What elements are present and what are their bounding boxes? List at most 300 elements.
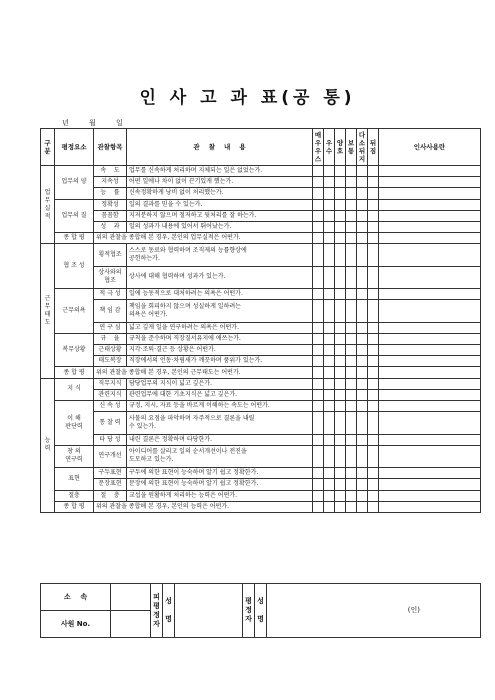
rating-checkbox-cell[interactable] (346, 501, 357, 512)
observation-cell: 상사에 대해 협력하며 성과가 있는가. (127, 266, 313, 288)
rating-checkbox-cell[interactable] (368, 356, 379, 367)
rating-checkbox-cell[interactable] (346, 210, 357, 221)
rating-checkbox-cell[interactable] (346, 221, 357, 232)
rating-checkbox-cell[interactable] (357, 490, 368, 501)
observation-cell: 어떤 일에나 차이 없이 끈기있게 했는가. (127, 177, 313, 188)
observation-cell: 직장에서의 언동·차림새가 깨끗하며 품위가 있는가. (127, 356, 313, 367)
rating-checkbox-cell[interactable] (346, 468, 357, 479)
rating-checkbox-cell[interactable] (335, 233, 346, 244)
item-cell: 문장표현 (94, 479, 127, 490)
observation-cell: 책임을 회피하지 않으며 성실하게 일하려는 의욕은 어떤가. (127, 300, 313, 322)
rating-checkbox-cell[interactable] (357, 389, 368, 400)
hr-use-cell[interactable] (379, 199, 481, 210)
rating-checkbox-cell[interactable] (368, 233, 379, 244)
rating-checkbox-cell[interactable] (368, 333, 379, 344)
header-rating-average: 보 통 (346, 129, 357, 166)
rating-checkbox-cell[interactable] (313, 356, 324, 367)
rating-checkbox-cell[interactable] (324, 400, 335, 411)
header-rating-poor: 뒤 짐 (368, 129, 379, 166)
observation-cell: 내린 결론은 정확하며 타당한가. (127, 434, 313, 445)
item-cell: 구두표현 (94, 468, 127, 479)
rating-checkbox-cell[interactable] (313, 367, 324, 378)
rating-checkbox-cell[interactable] (357, 188, 368, 199)
hr-use-cell[interactable] (379, 356, 481, 367)
hr-use-cell[interactable] (379, 210, 481, 221)
rating-checkbox-cell[interactable] (324, 490, 335, 501)
table-row (41, 434, 481, 445)
rating-checkbox-cell[interactable] (335, 356, 346, 367)
element-cell: 업무의 양 (55, 166, 94, 200)
rating-checkbox-cell[interactable] (335, 322, 346, 333)
rating-checkbox-cell[interactable] (357, 233, 368, 244)
rating-checkbox-cell[interactable] (324, 412, 335, 434)
rating-checkbox-cell[interactable] (324, 434, 335, 445)
rating-checkbox-cell[interactable] (335, 367, 346, 378)
rating-checkbox-cell[interactable] (335, 333, 346, 344)
element-cell: 창 의 연구력 (55, 445, 94, 467)
hr-use-cell[interactable] (379, 445, 481, 467)
hr-use-cell[interactable] (379, 367, 481, 378)
item-cell: 근태상황 (94, 345, 127, 356)
observation-cell: 일에 능동적으로 대처하려는 의욕은 어떤가. (127, 289, 313, 300)
rating-checkbox-cell[interactable] (368, 378, 379, 389)
evaluation-table (40, 128, 481, 513)
rating-checkbox-cell[interactable] (313, 289, 324, 300)
hr-use-cell[interactable] (379, 177, 481, 188)
item-cell: 규 율 (94, 333, 127, 344)
hr-use-cell[interactable] (379, 166, 481, 177)
item-cell: 정확성 (94, 199, 127, 210)
rating-checkbox-cell[interactable] (324, 378, 335, 389)
hr-use-cell[interactable] (379, 300, 481, 322)
rating-checkbox-cell[interactable] (313, 490, 324, 501)
table-row (41, 289, 481, 300)
item-cell: 직무지식 (94, 378, 127, 389)
rating-checkbox-cell[interactable] (368, 199, 379, 210)
item-cell: 관련지식 (94, 389, 127, 400)
rating-checkbox-cell[interactable] (313, 389, 324, 400)
hr-use-cell[interactable] (379, 412, 481, 434)
hr-use-cell[interactable] (379, 389, 481, 400)
rating-checkbox-cell[interactable] (357, 199, 368, 210)
rating-checkbox-cell[interactable] (368, 210, 379, 221)
rating-checkbox-cell[interactable] (313, 400, 324, 411)
summary-row (41, 367, 481, 378)
rating-checkbox-cell[interactable] (357, 501, 368, 512)
date-year-label: 년 (62, 119, 69, 127)
rating-checkbox-cell[interactable] (346, 345, 357, 356)
rating-checkbox-cell[interactable] (368, 188, 379, 199)
rating-checkbox-cell[interactable] (357, 445, 368, 467)
item-cell: 책 임 감 (94, 300, 127, 322)
header-hr-column: 인사사용란 (379, 129, 481, 166)
rating-checkbox-cell[interactable] (357, 367, 368, 378)
rating-checkbox-cell[interactable] (346, 333, 357, 344)
rating-checkbox-cell[interactable] (313, 266, 324, 288)
date-line (62, 118, 123, 128)
element-cell: 지 식 (55, 378, 94, 400)
rating-checkbox-cell[interactable] (346, 289, 357, 300)
rating-checkbox-cell[interactable] (368, 221, 379, 232)
observation-cell: 문장에 의한 표현이 능숙하며 알기 쉽고 정확한가. (127, 479, 313, 490)
rating-checkbox-cell[interactable] (357, 322, 368, 333)
rating-checkbox-cell[interactable] (324, 445, 335, 467)
rating-checkbox-cell[interactable] (335, 434, 346, 445)
rating-checkbox-cell[interactable] (335, 300, 346, 322)
rating-checkbox-cell[interactable] (346, 479, 357, 490)
header-rating-below: 다 소 뒤 지 (357, 129, 368, 166)
observation-cell: 규정, 지시, 자료 등을 바르게 이해하는 속도는 어떤가. (127, 400, 313, 411)
rating-checkbox-cell[interactable] (335, 479, 346, 490)
item-cell: 절 충 (94, 490, 127, 501)
element-cell: 업무의 질 (55, 199, 94, 233)
rating-checkbox-cell[interactable] (324, 221, 335, 232)
rating-checkbox-cell[interactable] (357, 345, 368, 356)
item-cell: 적 극 성 (94, 289, 127, 300)
rating-checkbox-cell[interactable] (346, 412, 357, 434)
table-row (41, 244, 481, 266)
rating-checkbox-cell[interactable] (368, 177, 379, 188)
rating-checkbox-cell[interactable] (313, 188, 324, 199)
observation-cell: 규칙을 준수하며 직장질서유지에 애쓰는가. (127, 333, 313, 344)
rating-checkbox-cell[interactable] (335, 400, 346, 411)
rating-checkbox-cell[interactable] (368, 389, 379, 400)
rating-checkbox-cell[interactable] (346, 378, 357, 389)
rating-checkbox-cell[interactable] (324, 233, 335, 244)
rating-checkbox-cell[interactable] (313, 166, 324, 177)
rating-checkbox-cell[interactable] (335, 221, 346, 232)
rating-checkbox-cell[interactable] (357, 244, 368, 266)
rating-checkbox-cell[interactable] (368, 434, 379, 445)
rating-checkbox-cell[interactable] (313, 210, 324, 221)
rating-checkbox-cell[interactable] (346, 445, 357, 467)
observation-cell: 지각·조퇴·결근 등 상황은 어떤가. (127, 345, 313, 356)
rating-checkbox-cell[interactable] (357, 434, 368, 445)
rating-checkbox-cell[interactable] (313, 378, 324, 389)
rating-checkbox-cell[interactable] (368, 289, 379, 300)
rating-checkbox-cell[interactable] (357, 300, 368, 322)
hr-use-cell[interactable] (379, 345, 481, 356)
rating-checkbox-cell[interactable] (324, 367, 335, 378)
ratee-name-label: 성 명 (163, 584, 175, 638)
header-category: 구 분 (41, 129, 55, 166)
signature-table (40, 583, 481, 638)
observation-cell: 일의 성과가 내용에 있어서 뛰어났는가. (127, 221, 313, 232)
rating-checkbox-cell[interactable] (313, 345, 324, 356)
rating-checkbox-cell[interactable] (368, 367, 379, 378)
rating-checkbox-cell[interactable] (313, 333, 324, 344)
hr-use-cell[interactable] (379, 221, 481, 232)
rating-checkbox-cell[interactable] (335, 378, 346, 389)
rating-checkbox-cell[interactable] (368, 322, 379, 333)
rating-checkbox-cell[interactable] (324, 210, 335, 221)
date-month-label: 월 (89, 119, 96, 127)
rating-checkbox-cell[interactable] (368, 166, 379, 177)
rating-checkbox-cell[interactable] (313, 233, 324, 244)
rating-checkbox-cell[interactable] (368, 479, 379, 490)
rating-checkbox-cell[interactable] (324, 244, 335, 266)
rating-checkbox-cell[interactable] (335, 412, 346, 434)
rating-checkbox-cell[interactable] (324, 322, 335, 333)
table-row (41, 468, 481, 479)
element-cell: 이 해 판단력 (55, 400, 94, 445)
rating-checkbox-cell[interactable] (357, 400, 368, 411)
summary-row (41, 233, 481, 244)
observation-cell: 지저분하지 않으며 철저하고 뒷처리를 잘 하는가. (127, 210, 313, 221)
rating-checkbox-cell[interactable] (346, 490, 357, 501)
hr-use-cell[interactable] (379, 244, 481, 266)
table-row (41, 445, 481, 467)
rating-checkbox-cell[interactable] (313, 300, 324, 322)
category-cell (41, 244, 55, 378)
rating-checkbox-cell[interactable] (313, 221, 324, 232)
rating-checkbox-cell[interactable] (357, 166, 368, 177)
element-cell: 표현 (55, 468, 94, 490)
rating-checkbox-cell[interactable] (313, 412, 324, 434)
ratee-name-field[interactable] (175, 584, 243, 638)
rating-checkbox-cell[interactable] (368, 400, 379, 411)
item-cell: 속 도 (94, 166, 127, 177)
element-cell: 복무상황 (55, 333, 94, 367)
rating-checkbox-cell[interactable] (357, 479, 368, 490)
rating-checkbox-cell[interactable] (324, 333, 335, 344)
ratee-label: 피 평 정 자 (151, 584, 163, 638)
rating-checkbox-cell[interactable] (324, 468, 335, 479)
rating-checkbox-cell[interactable] (335, 490, 346, 501)
rating-checkbox-cell[interactable] (357, 412, 368, 434)
employee-no-field[interactable] (111, 611, 151, 638)
item-cell: 지속성 (94, 177, 127, 188)
table-row (41, 356, 481, 367)
table-row (41, 479, 481, 490)
table-row (41, 210, 481, 221)
table-row (41, 322, 481, 333)
rating-checkbox-cell[interactable] (346, 244, 357, 266)
table-row (41, 389, 481, 400)
rating-checkbox-cell[interactable] (346, 166, 357, 177)
summary-row (41, 501, 481, 512)
element-cell: 협 조 성 (55, 244, 94, 289)
date-day-label: 일 (116, 119, 123, 127)
table-row (41, 266, 481, 288)
rating-checkbox-cell[interactable] (346, 400, 357, 411)
table-row (41, 199, 481, 210)
table-row (41, 166, 481, 177)
table-row (41, 378, 481, 389)
observation-cell: 스스로 동료와 협력하며 조직제의 능률향상에 공헌하는가. (127, 244, 313, 266)
item-cell: 연 구 심 (94, 322, 127, 333)
header-rating-fair: 양 호 (335, 129, 346, 166)
rater-name-label: 성 명 (255, 584, 267, 638)
rating-checkbox-cell[interactable] (335, 345, 346, 356)
rating-checkbox-cell[interactable] (368, 468, 379, 479)
rating-checkbox-cell[interactable] (324, 188, 335, 199)
rating-checkbox-cell[interactable] (335, 468, 346, 479)
rating-checkbox-cell[interactable] (335, 199, 346, 210)
header-element: 평정요소 (55, 129, 94, 166)
rating-checkbox-cell[interactable] (335, 210, 346, 221)
rating-checkbox-cell[interactable] (368, 501, 379, 512)
rating-checkbox-cell[interactable] (324, 266, 335, 288)
observation-cell: 업무를 신속하게 처리하며 지체되는 일은 없었는가. (127, 166, 313, 177)
rating-checkbox-cell[interactable] (324, 389, 335, 400)
rating-checkbox-cell[interactable] (324, 356, 335, 367)
hr-use-cell[interactable] (379, 322, 481, 333)
category-label: 능 력 (44, 437, 51, 453)
rating-checkbox-cell[interactable] (324, 501, 335, 512)
table-row (41, 345, 481, 356)
rating-checkbox-cell[interactable] (324, 479, 335, 490)
rating-checkbox-cell[interactable] (324, 177, 335, 188)
hr-use-cell[interactable] (379, 266, 481, 288)
header-rating-good: 우 수 (324, 129, 335, 166)
hr-use-cell[interactable] (379, 434, 481, 445)
summary-label: 종 합 평 (55, 501, 94, 512)
rating-checkbox-cell[interactable] (313, 322, 324, 333)
item-cell: 연구개선 (94, 445, 127, 467)
rating-checkbox-cell[interactable] (368, 445, 379, 467)
rating-checkbox-cell[interactable] (335, 266, 346, 288)
rating-checkbox-cell[interactable] (324, 289, 335, 300)
item-cell: 성 과 (94, 221, 127, 232)
rating-checkbox-cell[interactable] (368, 345, 379, 356)
rating-checkbox-cell[interactable] (313, 199, 324, 210)
rating-checkbox-cell[interactable] (335, 244, 346, 266)
page-title: 인 사 고 과 표(공 통) (139, 88, 356, 108)
table-row (41, 188, 481, 199)
rating-checkbox-cell[interactable] (313, 501, 324, 512)
item-cell: 타 당 성 (94, 434, 127, 445)
hr-use-cell[interactable] (379, 501, 481, 512)
hr-use-cell[interactable] (379, 333, 481, 344)
hr-use-cell[interactable] (379, 289, 481, 300)
element-cell: 절충 (55, 490, 94, 501)
rating-checkbox-cell[interactable] (346, 199, 357, 210)
rating-checkbox-cell[interactable] (357, 356, 368, 367)
hr-use-cell[interactable] (379, 468, 481, 479)
hr-use-cell[interactable] (379, 378, 481, 389)
item-cell: 통 찰 력 (94, 412, 127, 434)
observation-cell: 넓고 깊게 일을 연구하려는 의욕은 어떤가. (127, 322, 313, 333)
category-label: 근 무 태 도 (44, 294, 51, 326)
rating-checkbox-cell[interactable] (313, 445, 324, 467)
hr-use-cell[interactable] (379, 233, 481, 244)
observation-cell: 구두에 의한 표현이 능숙하며 알기 쉽고 정확한가. (127, 468, 313, 479)
item-cell: 꼼꼼함 (94, 210, 127, 221)
table-row (41, 221, 481, 232)
hr-use-cell[interactable] (379, 400, 481, 411)
rating-checkbox-cell[interactable] (357, 378, 368, 389)
rating-checkbox-cell[interactable] (335, 289, 346, 300)
rating-checkbox-cell[interactable] (313, 244, 324, 266)
observation-cell: 아이디어를 살리고 일의 순서개선이나 전진을 도모하고 있는가. (127, 445, 313, 467)
rating-checkbox-cell[interactable] (346, 300, 357, 322)
rating-checkbox-cell[interactable] (368, 266, 379, 288)
rating-checkbox-cell[interactable] (357, 289, 368, 300)
rating-checkbox-cell[interactable] (368, 244, 379, 266)
observation-cell: 관련업무에 대한 기초지식은 넓고 깊은가. (127, 389, 313, 400)
summary-label: 종 합 평 (55, 367, 94, 378)
observation-cell: 신속정확하게 낭비 없이 처리했는가. (127, 188, 313, 199)
rating-checkbox-cell[interactable] (335, 445, 346, 467)
table-row (41, 490, 481, 501)
rating-checkbox-cell[interactable] (357, 177, 368, 188)
header-item: 관찰항목 (94, 129, 127, 166)
rating-checkbox-cell[interactable] (357, 221, 368, 232)
category-cell (41, 166, 55, 244)
rating-checkbox-cell[interactable] (335, 166, 346, 177)
rating-checkbox-cell[interactable] (357, 266, 368, 288)
rating-checkbox-cell[interactable] (346, 389, 357, 400)
rating-checkbox-cell[interactable] (346, 356, 357, 367)
rating-checkbox-cell[interactable] (368, 300, 379, 322)
category-label: 업 무 실 적 (44, 188, 51, 220)
observation-cell: 사물의 요점을 파악하며 자주적으로 결론을 내릴 수 있는가. (127, 412, 313, 434)
item-cell: 횡적협조 (94, 244, 127, 266)
table-row (41, 400, 481, 411)
rating-checkbox-cell[interactable] (357, 468, 368, 479)
hr-use-cell[interactable] (379, 490, 481, 501)
rater-label: 평 정 자 (243, 584, 255, 638)
table-row (41, 333, 481, 344)
rating-checkbox-cell[interactable] (357, 210, 368, 221)
rater-seal[interactable]: (인) (267, 584, 481, 638)
observation-cell: 일의 결과를 믿을 수 있는가. (127, 199, 313, 210)
summary-observation: 위의 관찰을 종합해 본 경우, 본인의 근무태도는 어떤가. (94, 367, 313, 378)
affiliation-field[interactable] (111, 584, 151, 611)
rating-checkbox-cell[interactable] (346, 434, 357, 445)
rating-checkbox-cell[interactable] (346, 367, 357, 378)
observation-cell: 교섭을 원활하게 처리하는 능력은 어떤가. (127, 490, 313, 501)
summary-observation: 위의 관찰을 종합해 본 경우, 본인의 능력은 어떤가. (94, 501, 313, 512)
item-cell: 능 률 (94, 188, 127, 199)
rating-checkbox-cell[interactable] (324, 166, 335, 177)
header-rating-excellent: 매 우 우 스 (313, 129, 324, 166)
rating-checkbox-cell[interactable] (313, 177, 324, 188)
rating-checkbox-cell[interactable] (346, 188, 357, 199)
rating-checkbox-cell[interactable] (324, 300, 335, 322)
rating-checkbox-cell[interactable] (335, 188, 346, 199)
rating-checkbox-cell[interactable] (335, 177, 346, 188)
rating-checkbox-cell[interactable] (346, 322, 357, 333)
employee-no-label: 사원 No. (41, 611, 111, 638)
table-row (41, 412, 481, 434)
rating-checkbox-cell[interactable] (346, 266, 357, 288)
header-observation: 관 찰 내 용 (127, 129, 313, 166)
rating-checkbox-cell[interactable] (335, 501, 346, 512)
rating-checkbox-cell[interactable] (335, 389, 346, 400)
rating-checkbox-cell[interactable] (313, 434, 324, 445)
hr-use-cell[interactable] (379, 479, 481, 490)
rating-checkbox-cell[interactable] (313, 468, 324, 479)
rating-checkbox-cell[interactable] (324, 199, 335, 210)
item-cell: 신 속 성 (94, 400, 127, 411)
category-cell (41, 378, 55, 512)
rating-checkbox-cell[interactable] (368, 490, 379, 501)
hr-use-cell[interactable] (379, 188, 481, 199)
item-cell: 태도복장 (94, 356, 127, 367)
rating-checkbox-cell[interactable] (346, 177, 357, 188)
rating-checkbox-cell[interactable] (357, 333, 368, 344)
item-cell: 상사와의 협조 (94, 266, 127, 288)
affiliation-label: 소 속 (41, 584, 111, 611)
rating-checkbox-cell[interactable] (346, 233, 357, 244)
rating-checkbox-cell[interactable] (368, 412, 379, 434)
rating-checkbox-cell[interactable] (313, 479, 324, 490)
rating-checkbox-cell[interactable] (324, 345, 335, 356)
table-row (41, 177, 481, 188)
table-row (41, 300, 481, 322)
